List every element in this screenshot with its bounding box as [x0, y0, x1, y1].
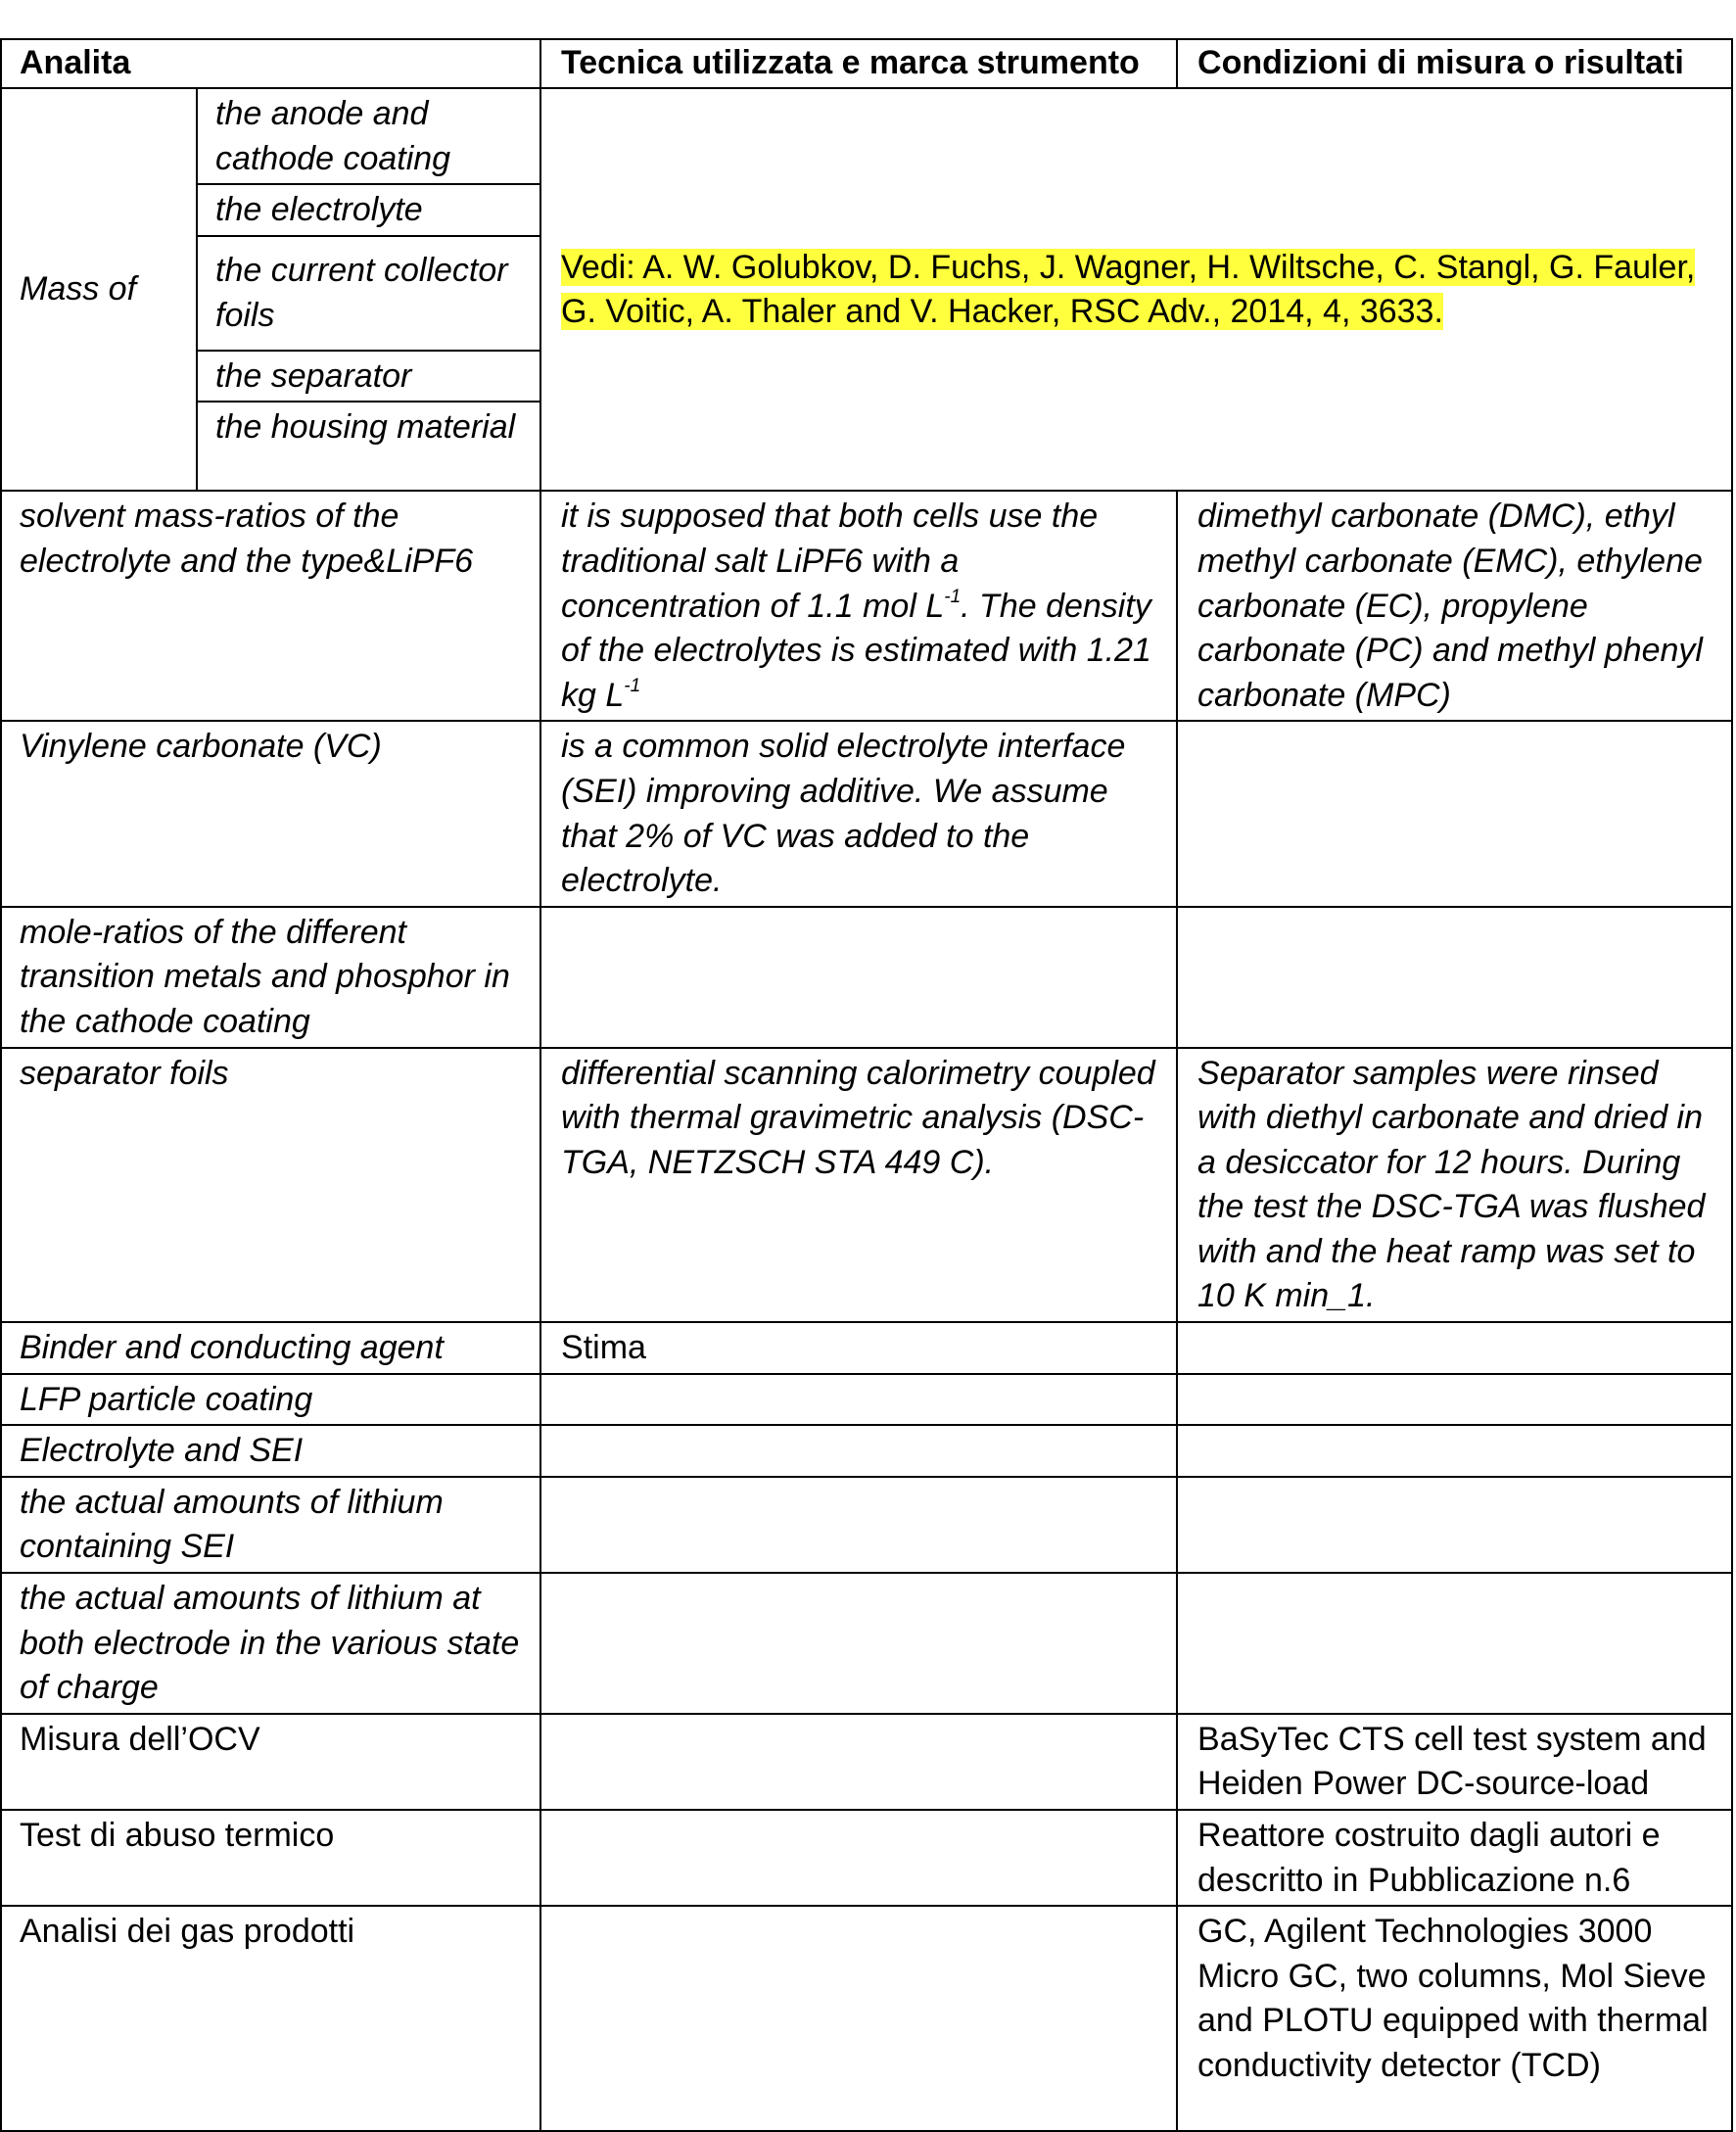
- analyte-cell: Binder and conducting agent: [1, 1322, 540, 1374]
- technique-cell: [540, 1906, 1177, 2131]
- conditions-cell: [1177, 721, 1732, 906]
- header-analyte: Analita: [1, 39, 540, 88]
- table-row: [1, 1714, 1732, 1810]
- analyte-cell: Vinylene carbonate (VC): [1, 721, 540, 906]
- superscript-unit: -1: [944, 587, 962, 608]
- technique-cell: [540, 907, 1177, 1048]
- mass-item: the housing material: [197, 402, 540, 491]
- mass-reference: Vedi: A. W. Golubkov, D. Fuchs, J. Wagner, H. Wiltsche, C. Stangl, G. Fauler, G. Voitic, A. Thaler and V. Hacker, RSC Adv., 2014, 4, 3633.: [561, 248, 1696, 331]
- conditions-cell: [1177, 1374, 1732, 1426]
- technique-cell: [540, 1573, 1177, 1714]
- conditions-cell: GC, Agilent Technologies 3000 Micro GC, two columns, Mol Sieve and PLOTU equipped with thermal conductivity detector (TCD): [1177, 1906, 1732, 2131]
- analyte-cell: Electrolyte and SEI: [1, 1425, 540, 1477]
- technique-cell: [540, 1425, 1177, 1477]
- technique-text-b: . The density of the electrolytes is estimated with 1.21 kg L: [561, 587, 1151, 714]
- analyte-cell: mole-ratios of the different transition metals and phosphor in the cathode coating: [1, 907, 540, 1048]
- table-row: [1, 1374, 1732, 1426]
- technique-cell: differential scanning calorimetry coupled with thermal gravimetric analysis (DSC-TGA, NETZSCH STA 449 C).: [540, 1048, 1177, 1323]
- table-row: [1, 721, 1732, 906]
- analyte-cell: LFP particle coating: [1, 1374, 540, 1426]
- table-row: [1, 1322, 1732, 1374]
- header-conditions: Condizioni di misura o risultati: [1177, 39, 1732, 88]
- mass-item: the anode and cathode coating: [197, 88, 540, 184]
- table-row: [1, 491, 1732, 721]
- technique-cell: [540, 1810, 1177, 1906]
- conditions-cell: [1177, 1477, 1732, 1573]
- conditions-cell: [1177, 1425, 1732, 1477]
- technique-text-a: it is supposed that both cells use the traditional salt LiPF6 with a concentration of 1.1 mol L: [561, 497, 1099, 625]
- conditions-cell: dimethyl carbonate (DMC), ethyl methyl carbonate (EMC), ethylene carbonate (EC), propylene carbonate (PC) and methyl phenyl carbonate (MPC): [1177, 491, 1732, 721]
- table-row: [1, 1477, 1732, 1573]
- table-row: [1, 88, 1732, 184]
- table-row: [1, 1048, 1732, 1323]
- table-row: [1, 1810, 1732, 1906]
- mass-item: the current collector foils: [197, 236, 540, 351]
- conditions-cell: Separator samples were rinsed with diethyl carbonate and dried in a desiccator for 12 hours. During the test the DSC-TGA was flushed with and the heat ramp was set to 10 K min_1.: [1177, 1048, 1732, 1323]
- mass-of-label: Mass of: [1, 88, 197, 491]
- mass-item: the separator: [197, 351, 540, 403]
- technique-cell: Stima: [540, 1322, 1177, 1374]
- analyte-cell: the actual amounts of lithium at both electrode in the various state of charge: [1, 1573, 540, 1714]
- analyte-cell: Analisi dei gas prodotti: [1, 1906, 540, 2131]
- conditions-cell: [1177, 907, 1732, 1048]
- analyte-cell: solvent mass-ratios of the electrolyte and the type&LiPF6: [1, 491, 540, 721]
- table-row: [1, 907, 1732, 1048]
- superscript-unit: -1: [624, 676, 641, 697]
- table-row: [1, 1425, 1732, 1477]
- conditions-cell: [1177, 1322, 1732, 1374]
- mass-reference-cell: [540, 88, 1732, 491]
- technique-cell: [540, 491, 1177, 721]
- analyte-cell: Misura dell’OCV: [1, 1714, 540, 1810]
- conditions-cell: [1177, 1573, 1732, 1714]
- table-row: [1, 1573, 1732, 1714]
- mass-item: the electrolyte: [197, 184, 540, 236]
- conditions-cell: BaSyTec CTS cell test system and Heiden Power DC-source-load: [1177, 1714, 1732, 1810]
- header-row: [1, 39, 1732, 88]
- technique-cell: is a common solid electrolyte interface (SEI) improving additive. We assume that 2% of VC was added to the electrolyte.: [540, 721, 1177, 906]
- technique-cell: [540, 1714, 1177, 1810]
- conditions-cell: Reattore costruito dagli autori e descritto in Pubblicazione n.6: [1177, 1810, 1732, 1906]
- technique-cell: [540, 1374, 1177, 1426]
- table-row: [1, 1906, 1732, 2131]
- analyte-cell: separator foils: [1, 1048, 540, 1323]
- header-technique: Tecnica utilizzata e marca strumento: [540, 39, 1177, 88]
- technique-cell: [540, 1477, 1177, 1573]
- analyte-cell: the actual amounts of lithium containing SEI: [1, 1477, 540, 1573]
- analyte-cell: Test di abuso termico: [1, 1810, 540, 1906]
- analysis-table: [0, 38, 1733, 2132]
